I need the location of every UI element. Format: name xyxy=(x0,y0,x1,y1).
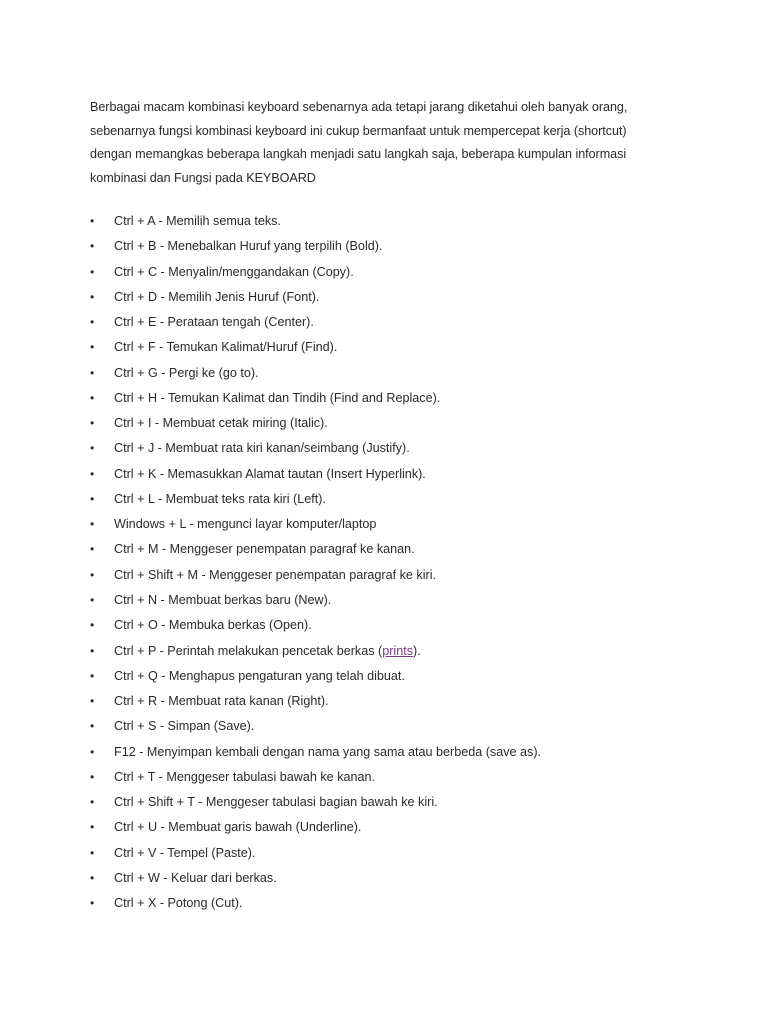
bullet-icon: • xyxy=(90,340,95,355)
shortcut-text: Ctrl + A - Memilih semua teks. xyxy=(114,214,281,228)
shortcut-text: Ctrl + G - Pergi ke (go to). xyxy=(114,365,259,380)
list-item xyxy=(90,714,690,739)
shortcut-text: Ctrl + K - Memasukkan Alamat tautan (Insert Hyperlink). xyxy=(114,466,426,481)
bullet-icon: • xyxy=(90,744,95,759)
shortcut-text: Ctrl + Shift + M - Menggeser penempatan paragraf ke kiri. xyxy=(114,567,436,582)
list-item xyxy=(90,411,690,436)
bullet-icon: • xyxy=(90,896,95,911)
shortcut-text: Ctrl + H - Temukan Kalimat dan Tindih (Find and Replace). xyxy=(114,390,441,405)
list-item xyxy=(90,386,690,411)
intro-line: kombinasi dan Fungsi pada KEYBOARD xyxy=(90,170,316,185)
list-item xyxy=(90,512,690,537)
bullet-icon: • xyxy=(90,719,95,734)
bullet-icon: • xyxy=(90,795,95,810)
list-item xyxy=(90,285,690,310)
bullet-icon: • xyxy=(90,668,95,683)
shortcut-text: Ctrl + Q - Menghapus pengaturan yang telah dibuat. xyxy=(114,668,405,683)
shortcut-text: Ctrl + U - Membuat garis bawah (Underline). xyxy=(114,820,362,835)
bullet-icon: • xyxy=(90,542,95,557)
shortcut-text: Ctrl + F - Temukan Kalimat/Huruf (Find). xyxy=(114,340,338,355)
bullet-icon: • xyxy=(90,390,95,405)
list-item xyxy=(90,234,690,259)
bullet-icon: • xyxy=(90,643,95,658)
bullet-icon: • xyxy=(90,491,95,506)
list-item xyxy=(90,740,690,765)
shortcut-text: Ctrl + C - Menyalin/menggandakan (Copy). xyxy=(114,264,354,279)
list-item xyxy=(90,689,690,714)
shortcut-text: F12 - Menyimpan kembali dengan nama yang sama atau berbeda (save as). xyxy=(114,744,542,759)
bullet-icon: • xyxy=(90,769,95,784)
bullet-icon: • xyxy=(90,239,95,254)
bullet-icon: • xyxy=(90,870,95,885)
bullet-icon: • xyxy=(90,592,95,607)
list-item xyxy=(90,563,690,588)
bullet-icon: • xyxy=(90,289,95,304)
prints-link[interactable]: prints xyxy=(382,643,414,658)
shortcut-text: Ctrl + V - Tempel (Paste). xyxy=(114,845,256,860)
list-item xyxy=(90,335,690,360)
shortcut-text: Ctrl + E - Perataan tengah (Center). xyxy=(114,315,314,330)
shortcut-text: Ctrl + T - Menggeser tabulasi bawah ke kanan. xyxy=(114,769,376,784)
list-item xyxy=(90,613,690,638)
bullet-icon: • xyxy=(90,264,95,279)
bullet-icon: • xyxy=(90,466,95,481)
bullet-icon: • xyxy=(90,820,95,835)
list-item xyxy=(90,361,690,386)
list-item xyxy=(90,436,690,461)
list-item xyxy=(90,209,690,234)
shortcut-text: Ctrl + D - Memilih Jenis Huruf (Font). xyxy=(114,289,320,304)
list-item xyxy=(90,310,690,335)
bullet-icon: • xyxy=(90,845,95,860)
list-item xyxy=(90,487,690,512)
list-item xyxy=(90,462,690,487)
list-item xyxy=(90,260,690,285)
intro-line: Berbagai macam kombinasi keyboard sebenarnya ada tetapi jarang diketahui oleh banyak orang, xyxy=(90,100,628,114)
list-item xyxy=(90,891,690,916)
bullet-icon: • xyxy=(90,517,95,532)
bullet-icon: • xyxy=(90,315,95,330)
bullet-icon: • xyxy=(90,441,95,456)
list-item xyxy=(90,866,690,891)
shortcut-text: Ctrl + J - Membuat rata kiri kanan/seimbang (Justify). xyxy=(114,441,410,456)
shortcut-text: Ctrl + M - Menggeser penempatan paragraf ke kanan. xyxy=(114,542,415,557)
bullet-icon: • xyxy=(90,365,95,380)
shortcut-text: Ctrl + I - Membuat cetak miring (Italic). xyxy=(114,416,328,431)
list-item xyxy=(90,841,690,866)
shortcut-text: Ctrl + N - Membuat berkas baru (New). xyxy=(114,592,332,607)
bullet-icon: • xyxy=(90,567,95,582)
list-item xyxy=(90,765,690,790)
intro-paragraph xyxy=(90,96,690,190)
list-item xyxy=(90,537,690,562)
shortcut-text: Ctrl + R - Membuat rata kanan (Right). xyxy=(114,694,329,709)
shortcut-text: Ctrl + L - Membuat teks rata kiri (Left). xyxy=(114,491,326,506)
shortcut-text-suffix: ). xyxy=(413,643,421,658)
shortcut-text: Ctrl + W - Keluar dari berkas. xyxy=(114,870,277,885)
bullet-icon: • xyxy=(90,214,95,228)
shortcut-text: Ctrl + X - Potong (Cut). xyxy=(114,896,243,911)
intro-line: sebenarnya fungsi kombinasi keyboard ini cukup bermanfaat untuk mempercepat kerja (shortcut) xyxy=(90,123,627,138)
shortcut-text: Ctrl + P - Perintah melakukan pencetak berkas ( xyxy=(114,643,383,658)
bullet-icon: • xyxy=(90,416,95,431)
list-item xyxy=(90,790,690,815)
list-item xyxy=(90,588,690,613)
list-item xyxy=(90,815,690,840)
list-item xyxy=(90,639,690,664)
shortcut-text: Ctrl + S - Simpan (Save). xyxy=(114,719,255,734)
intro-line: dengan memangkas beberapa langkah menjadi satu langkah saja, beberapa kumpulan informasi xyxy=(90,147,627,161)
shortcut-text: Ctrl + Shift + T - Menggeser tabulasi bagian bawah ke kiri. xyxy=(114,795,438,810)
document-page xyxy=(90,96,690,916)
shortcut-text: Ctrl + O - Membuka berkas (Open). xyxy=(114,618,312,633)
shortcut-text: Ctrl + B - Menebalkan Huruf yang terpilih (Bold). xyxy=(114,239,383,254)
bullet-icon: • xyxy=(90,694,95,709)
bullet-icon: • xyxy=(90,618,95,633)
list-item xyxy=(90,664,690,689)
shortcut-text: Windows + L - mengunci layar komputer/laptop xyxy=(114,517,377,532)
shortcut-list xyxy=(90,209,690,916)
